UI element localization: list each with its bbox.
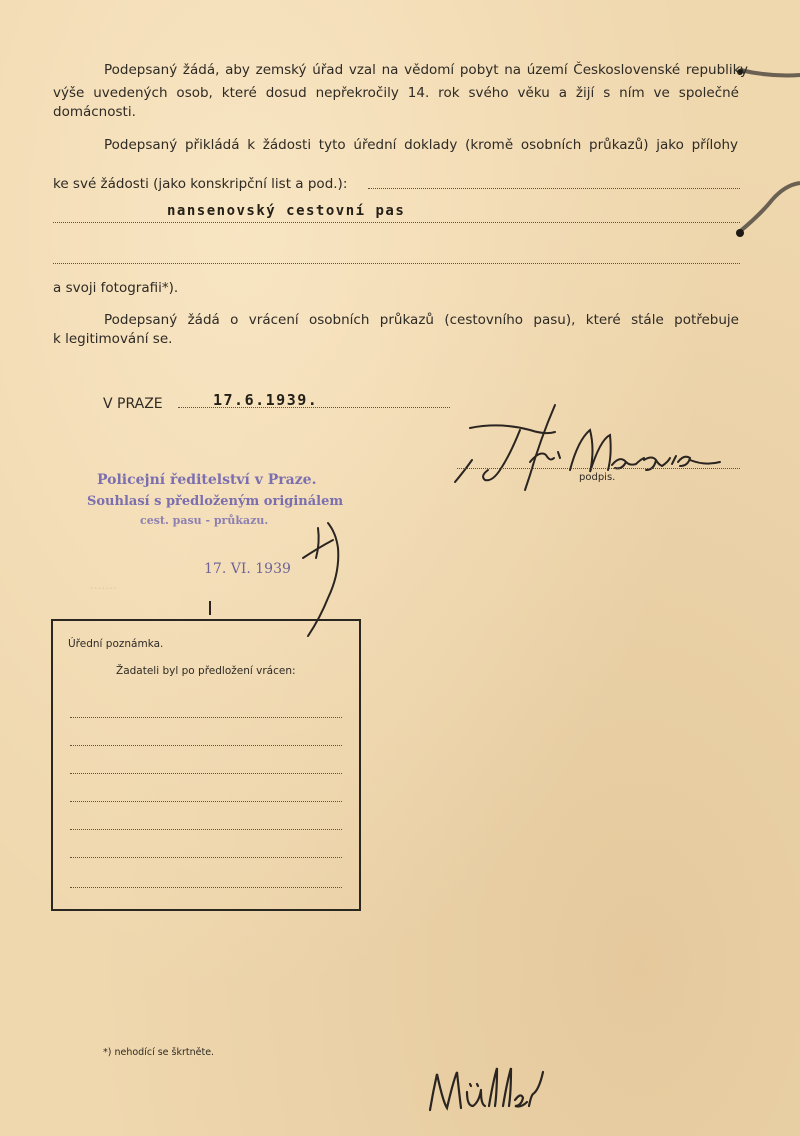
stamp-line-1: Policejní ředitelství v Praze.	[97, 472, 317, 488]
signature-line	[457, 468, 740, 469]
paragraph-2-line-1: Podepsaný přikládá k žádosti tyto úřední doklady (kromě osobních průkazů) jako přílohy	[104, 137, 738, 153]
paragraph-2-line-2: ke své žádosti (jako konskripční list a pod.):	[53, 176, 348, 192]
handwritten-signature	[450, 400, 730, 500]
official-note-box	[51, 619, 361, 911]
signature-label: podpis.	[579, 472, 616, 483]
box-line-7	[70, 887, 342, 888]
bleed-through: .......	[90, 578, 117, 592]
stamp-date: 17. VI. 1939	[204, 561, 291, 577]
attachment-line-1	[368, 188, 740, 189]
stamp-line-3: cest. pasu - průkazu.	[140, 514, 269, 527]
box-line-2	[70, 745, 342, 746]
stamp-line-2: Souhlasí s předloženým originálem	[87, 494, 344, 509]
box-line-4	[70, 801, 342, 802]
date-typed: 17.6.1939.	[213, 391, 319, 409]
paragraph-1-line-2: výše uvedených osob, které dosud nepřekročily 14. rok svého věku a žijí s ním ve společné	[53, 85, 739, 101]
photo-line: a svoji fotografii*).	[53, 280, 179, 296]
paragraph-3-line-2: k legitimování se.	[53, 331, 173, 347]
footnote: *) nehodící se škrtněte.	[103, 1047, 215, 1058]
box-title: Úřední poznámka.	[68, 638, 164, 650]
box-line-1	[70, 717, 342, 718]
paragraph-1-line-1: Podepsaný žádá, aby zemský úřad vzal na vědomí pobyt na území Československé republiky	[104, 62, 748, 78]
date-line	[178, 407, 450, 408]
handwritten-name	[425, 1062, 550, 1122]
box-line-6	[70, 857, 342, 858]
box-line-5	[70, 829, 342, 830]
tick-mark	[209, 601, 211, 615]
paragraph-3-line-1: Podepsaný žádá o vrácení osobních průkazů (cestovního pasu), které stále potřebuje	[104, 312, 739, 328]
typed-document-name: nansenovský cestovní pas	[167, 203, 406, 219]
paragraph-1-line-3: domácnosti.	[53, 104, 136, 120]
box-line-3	[70, 773, 342, 774]
attachment-line-2	[53, 222, 740, 223]
box-subtitle: Žadateli byl po předložení vrácen:	[116, 665, 296, 677]
place-label: V PRAZE	[103, 396, 163, 412]
attachment-line-3	[53, 263, 740, 264]
